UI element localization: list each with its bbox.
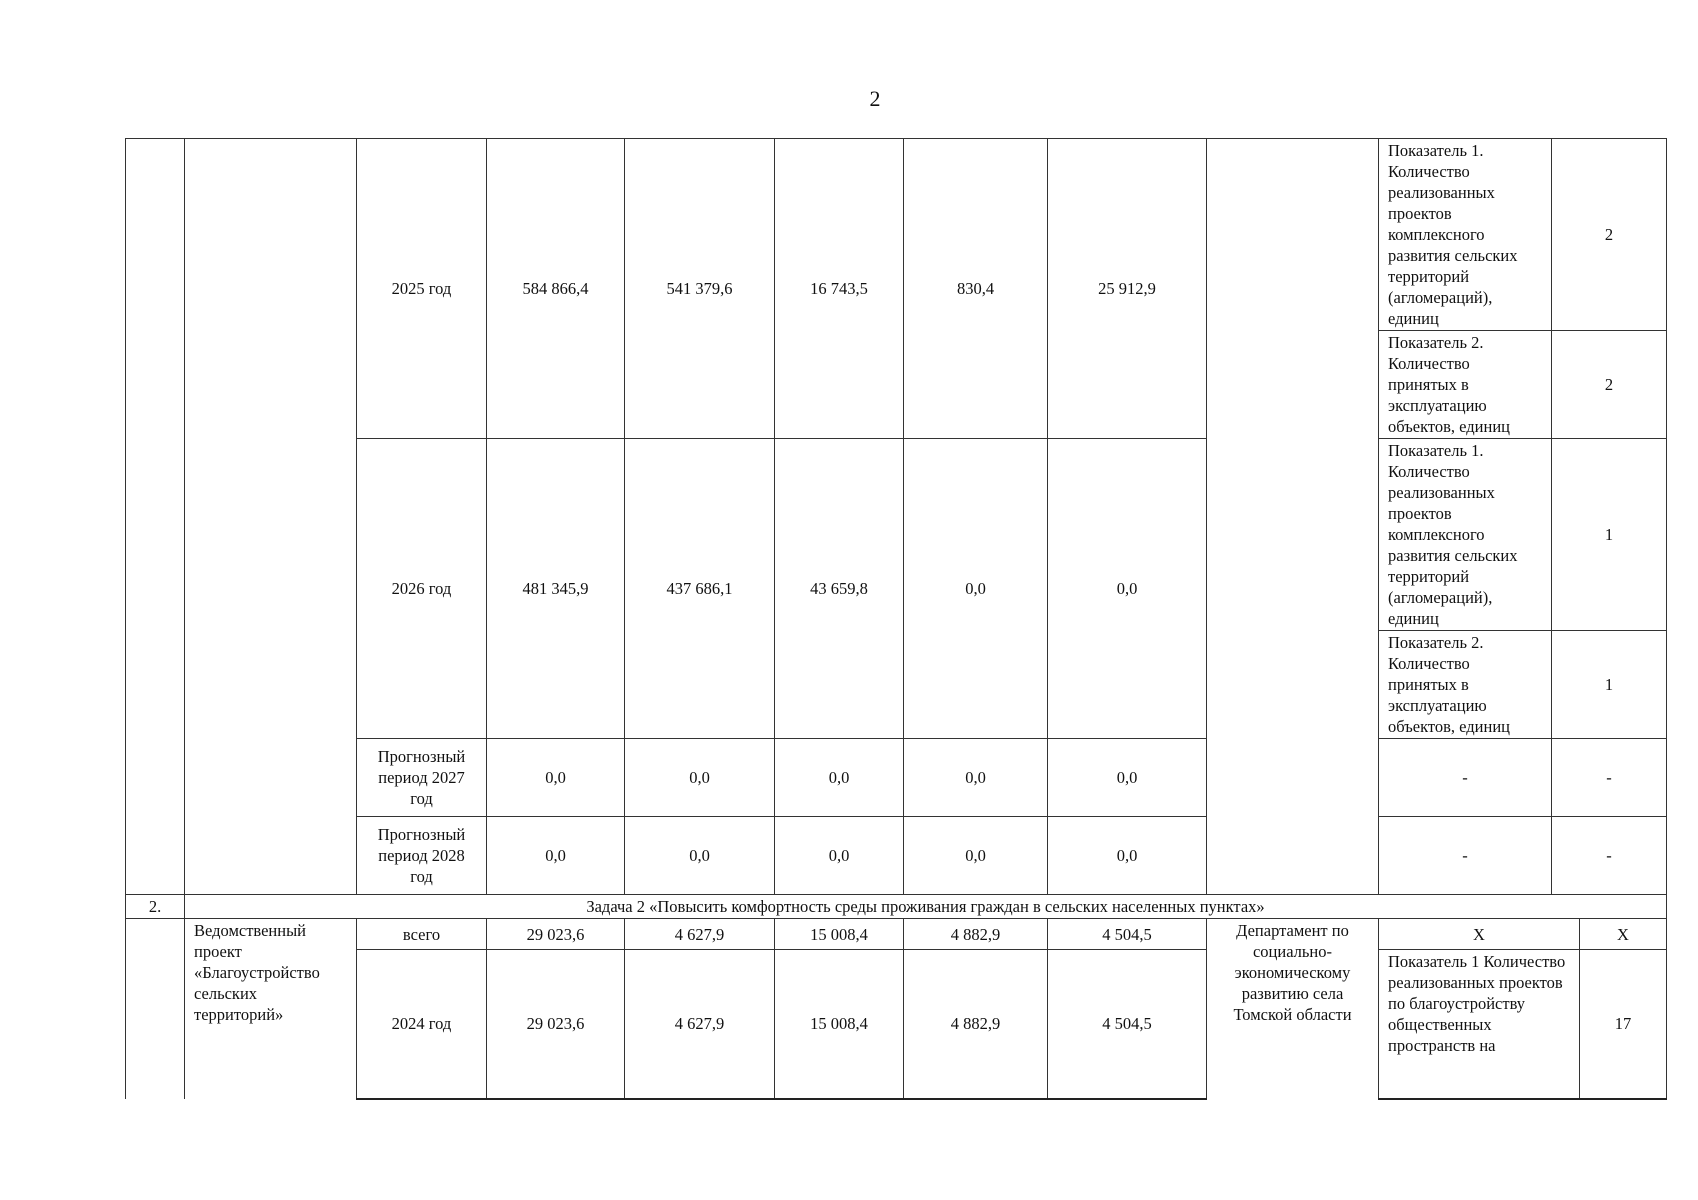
indicator-text-cell: Показатель 2. Количество принятых в эксплуатацию объектов, единиц [1379, 331, 1552, 439]
indicator-text-cell: - [1379, 817, 1552, 895]
task-row [126, 895, 1667, 919]
year-cell: 2024 год [357, 950, 487, 1099]
table-row [126, 817, 1667, 895]
total-cell: 584 866,4 [487, 139, 625, 439]
event-name-cell [185, 139, 357, 895]
task-title-cell: Задача 2 «Повысить комфортность среды проживания граждан в сельских населенных пунктах» [185, 895, 1667, 919]
total-cell: 29 023,6 [487, 950, 625, 1099]
task-number-cell: 2. [126, 895, 185, 919]
year-cell: 2026 год [357, 439, 487, 739]
indicator-text-cell: Показатель 1 Количество реализованных проектов по благоустройству общественных пространств на [1379, 950, 1580, 1099]
other-cell: 0,0 [1048, 439, 1207, 739]
program-table [125, 138, 1667, 1100]
table-row [126, 950, 1667, 1099]
federal-cell: 541 379,6 [625, 139, 775, 439]
other-cell: 25 912,9 [1048, 139, 1207, 439]
indicator-value-cell: 2 [1552, 139, 1667, 331]
row-number-cell [126, 919, 185, 1099]
table-row [126, 919, 1667, 950]
total-cell: 0,0 [487, 739, 625, 817]
regional-cell: 15 008,4 [775, 919, 904, 950]
indicator-text-cell: - [1379, 739, 1552, 817]
row-number-cell [126, 139, 185, 895]
federal-cell: 4 627,9 [625, 919, 775, 950]
year-cell: Прогнозный период 2027 год [357, 739, 487, 817]
regional-cell: 0,0 [775, 817, 904, 895]
other-cell: 4 504,5 [1048, 919, 1207, 950]
indicator-value-cell: Х [1580, 919, 1667, 950]
regional-cell: 0,0 [775, 739, 904, 817]
regional-cell: 15 008,4 [775, 950, 904, 1099]
table-row [126, 739, 1667, 817]
indicator-text-cell: Х [1379, 919, 1580, 950]
regional-cell: 16 743,5 [775, 139, 904, 439]
executor-cell: Департамент по социально-экономическому развитию села Томской области [1207, 919, 1379, 1099]
year-cell: Прогнозный период 2028 год [357, 817, 487, 895]
federal-cell: 437 686,1 [625, 439, 775, 739]
total-cell: 481 345,9 [487, 439, 625, 739]
local-cell: 0,0 [904, 739, 1048, 817]
other-cell: 4 504,5 [1048, 950, 1207, 1099]
total-cell: 0,0 [487, 817, 625, 895]
local-cell: 0,0 [904, 817, 1048, 895]
local-cell: 0,0 [904, 439, 1048, 739]
federal-cell: 0,0 [625, 739, 775, 817]
project-name-cell: Ведомственный проект «Благоустройство сельских территорий» [185, 919, 357, 1099]
indicator-value-cell: 17 [1580, 950, 1667, 1099]
indicator-value-cell: 1 [1552, 439, 1667, 631]
indicator-text-cell: Показатель 1. Количество реализованных проектов комплексного развития сельских территорий (агломераций), единиц [1379, 139, 1552, 331]
indicator-text-cell: Показатель 1. Количество реализованных проектов комплексного развития сельских территорий (агломераций), единиц [1379, 439, 1552, 631]
year-cell: 2025 год [357, 139, 487, 439]
year-cell: всего [357, 919, 487, 950]
other-cell: 0,0 [1048, 817, 1207, 895]
regional-cell: 43 659,8 [775, 439, 904, 739]
federal-cell: 0,0 [625, 817, 775, 895]
other-cell: 0,0 [1048, 739, 1207, 817]
table-row [126, 139, 1667, 331]
local-cell: 830,4 [904, 139, 1048, 439]
table-row [126, 439, 1667, 631]
federal-cell: 4 627,9 [625, 950, 775, 1099]
local-cell: 4 882,9 [904, 950, 1048, 1099]
indicator-value-cell: - [1552, 739, 1667, 817]
local-cell: 4 882,9 [904, 919, 1048, 950]
page-number: 2 [869, 86, 881, 111]
total-cell: 29 023,6 [487, 919, 625, 950]
indicator-value-cell: 1 [1552, 631, 1667, 739]
indicator-value-cell: - [1552, 817, 1667, 895]
indicator-value-cell: 2 [1552, 331, 1667, 439]
indicator-text-cell: Показатель 2. Количество принятых в эксплуатацию объектов, единиц [1379, 631, 1552, 739]
executor-cell [1207, 139, 1379, 895]
